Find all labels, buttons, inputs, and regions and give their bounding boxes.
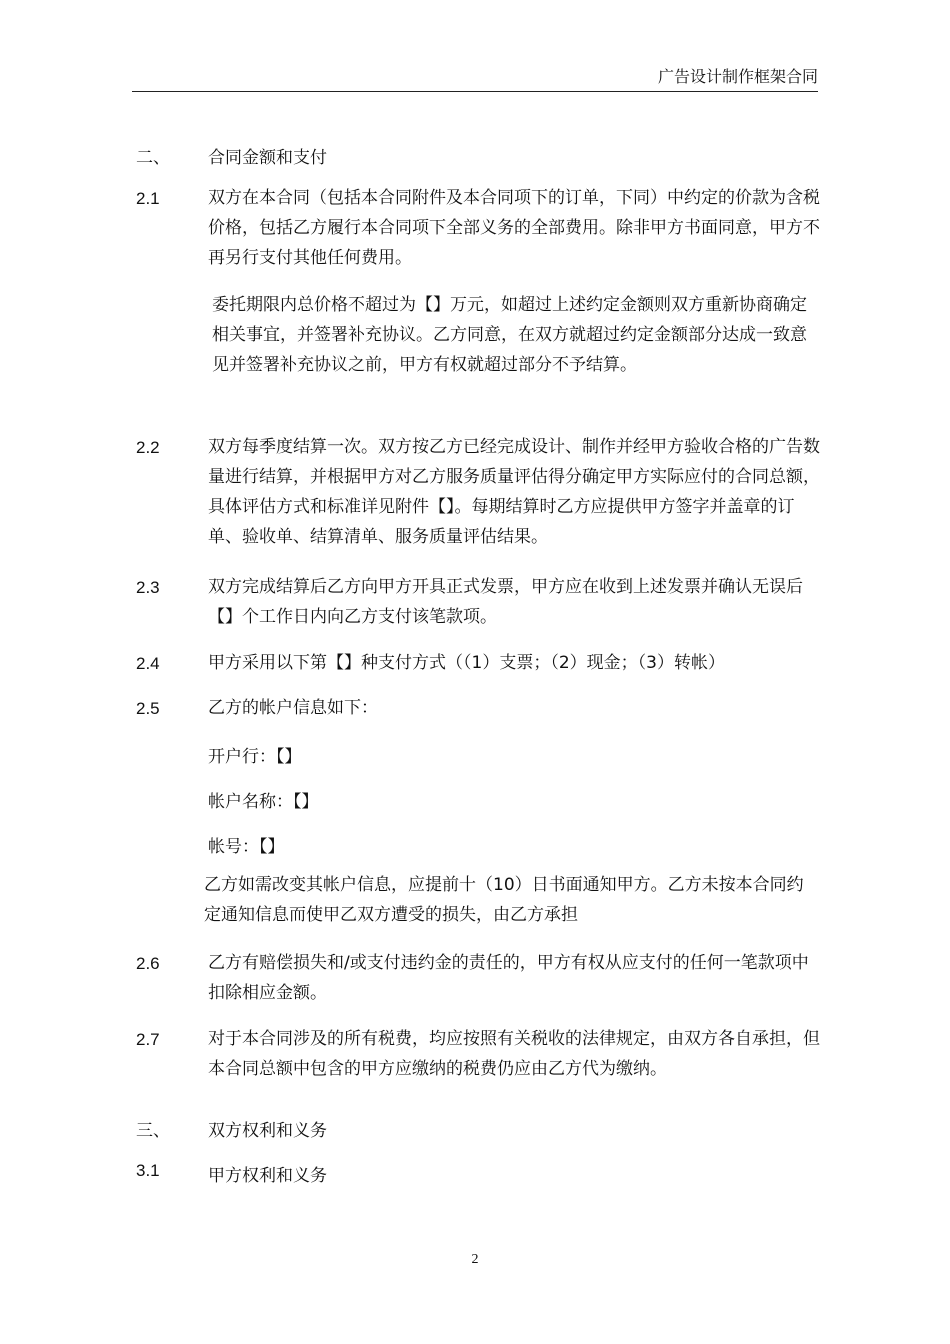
section-title: 合同金额和支付	[208, 148, 327, 168]
clause-text: 乙方的帐户信息如下：	[208, 698, 378, 718]
clause-text: 双方完成结算后乙方向甲方开具正式发票，甲方应在收到上述发票并确认无误后【】个工作日内向乙方支付该笔款项。	[208, 577, 803, 627]
account-name-field: 帐户名称：【】	[208, 792, 319, 812]
section-number: 二、	[136, 148, 170, 168]
clause-number: 2.1	[136, 189, 160, 208]
clause-text: 对于本合同涉及的所有税费，均应按照有关税收的法律规定，由双方各自承担，但本合同总额中包含的甲方应缴纳的税费仍应由乙方代为缴纳。	[208, 1029, 820, 1079]
clause-text: 甲方采用以下第【】种支付方式（（1）支票；（2）现金；（3）转帐）	[208, 653, 725, 673]
clause-number: 2.7	[136, 1030, 160, 1049]
clause-number: 2.4	[136, 654, 160, 673]
clause-paragraph: 乙方如需改变其帐户信息，应提前十（10）日书面通知甲方。乙方未按本合同约定通知信息而使甲乙双方遭受的损失，由乙方承担	[204, 875, 804, 925]
clause-paragraph: 委托期限内总价格不超过为【】万元，如超过上述约定金额则双方重新协商确定相关事宜，并签署补充协议。乙方同意，在双方就超过约定金额部分达成一致意见并签署补充协议之前，甲方有权就超过部分不予结算。	[212, 295, 807, 375]
clause-text: 双方在本合同（包括本合同附件及本合同项下的订单，下同）中约定的价款为含税价格，包括乙方履行本合同项下全部义务的全部费用。除非甲方书面同意，甲方不再另行支付其他任何费用。	[208, 188, 820, 268]
page-header	[132, 62, 818, 92]
clause-number: 2.5	[136, 699, 160, 718]
section-title: 双方权利和义务	[208, 1121, 327, 1141]
section-number: 三、	[136, 1121, 170, 1141]
page-number: 2	[471, 1252, 479, 1267]
clause-text: 双方每季度结算一次。双方按乙方已经完成设计、制作并经甲方验收合格的广告数量进行结算，并根据甲方对乙方服务质量评估得分确定甲方实际应付的合同总额，具体评估方式和标准详见附件【】。每期结算时乙方应提供甲方签字并盖章的订单、验收单、结算清单、服务质量评估结果。	[208, 437, 820, 547]
clause-number: 2.3	[136, 578, 160, 597]
bank-field: 开户行：【】	[208, 747, 302, 767]
clause-text: 乙方有赔偿损失和/或支付违约金的责任的，甲方有权从应支付的任何一笔款项中扣除相应金额。	[208, 953, 809, 1003]
account-number-field: 帐号：【】	[208, 837, 285, 857]
clause-text: 甲方权利和义务	[208, 1166, 327, 1186]
clause-number: 2.2	[136, 438, 160, 457]
clause-number: 3.1	[136, 1161, 160, 1180]
clause-number: 2.6	[136, 954, 160, 973]
header-title: 广告设计制作框架合同	[657, 67, 818, 86]
